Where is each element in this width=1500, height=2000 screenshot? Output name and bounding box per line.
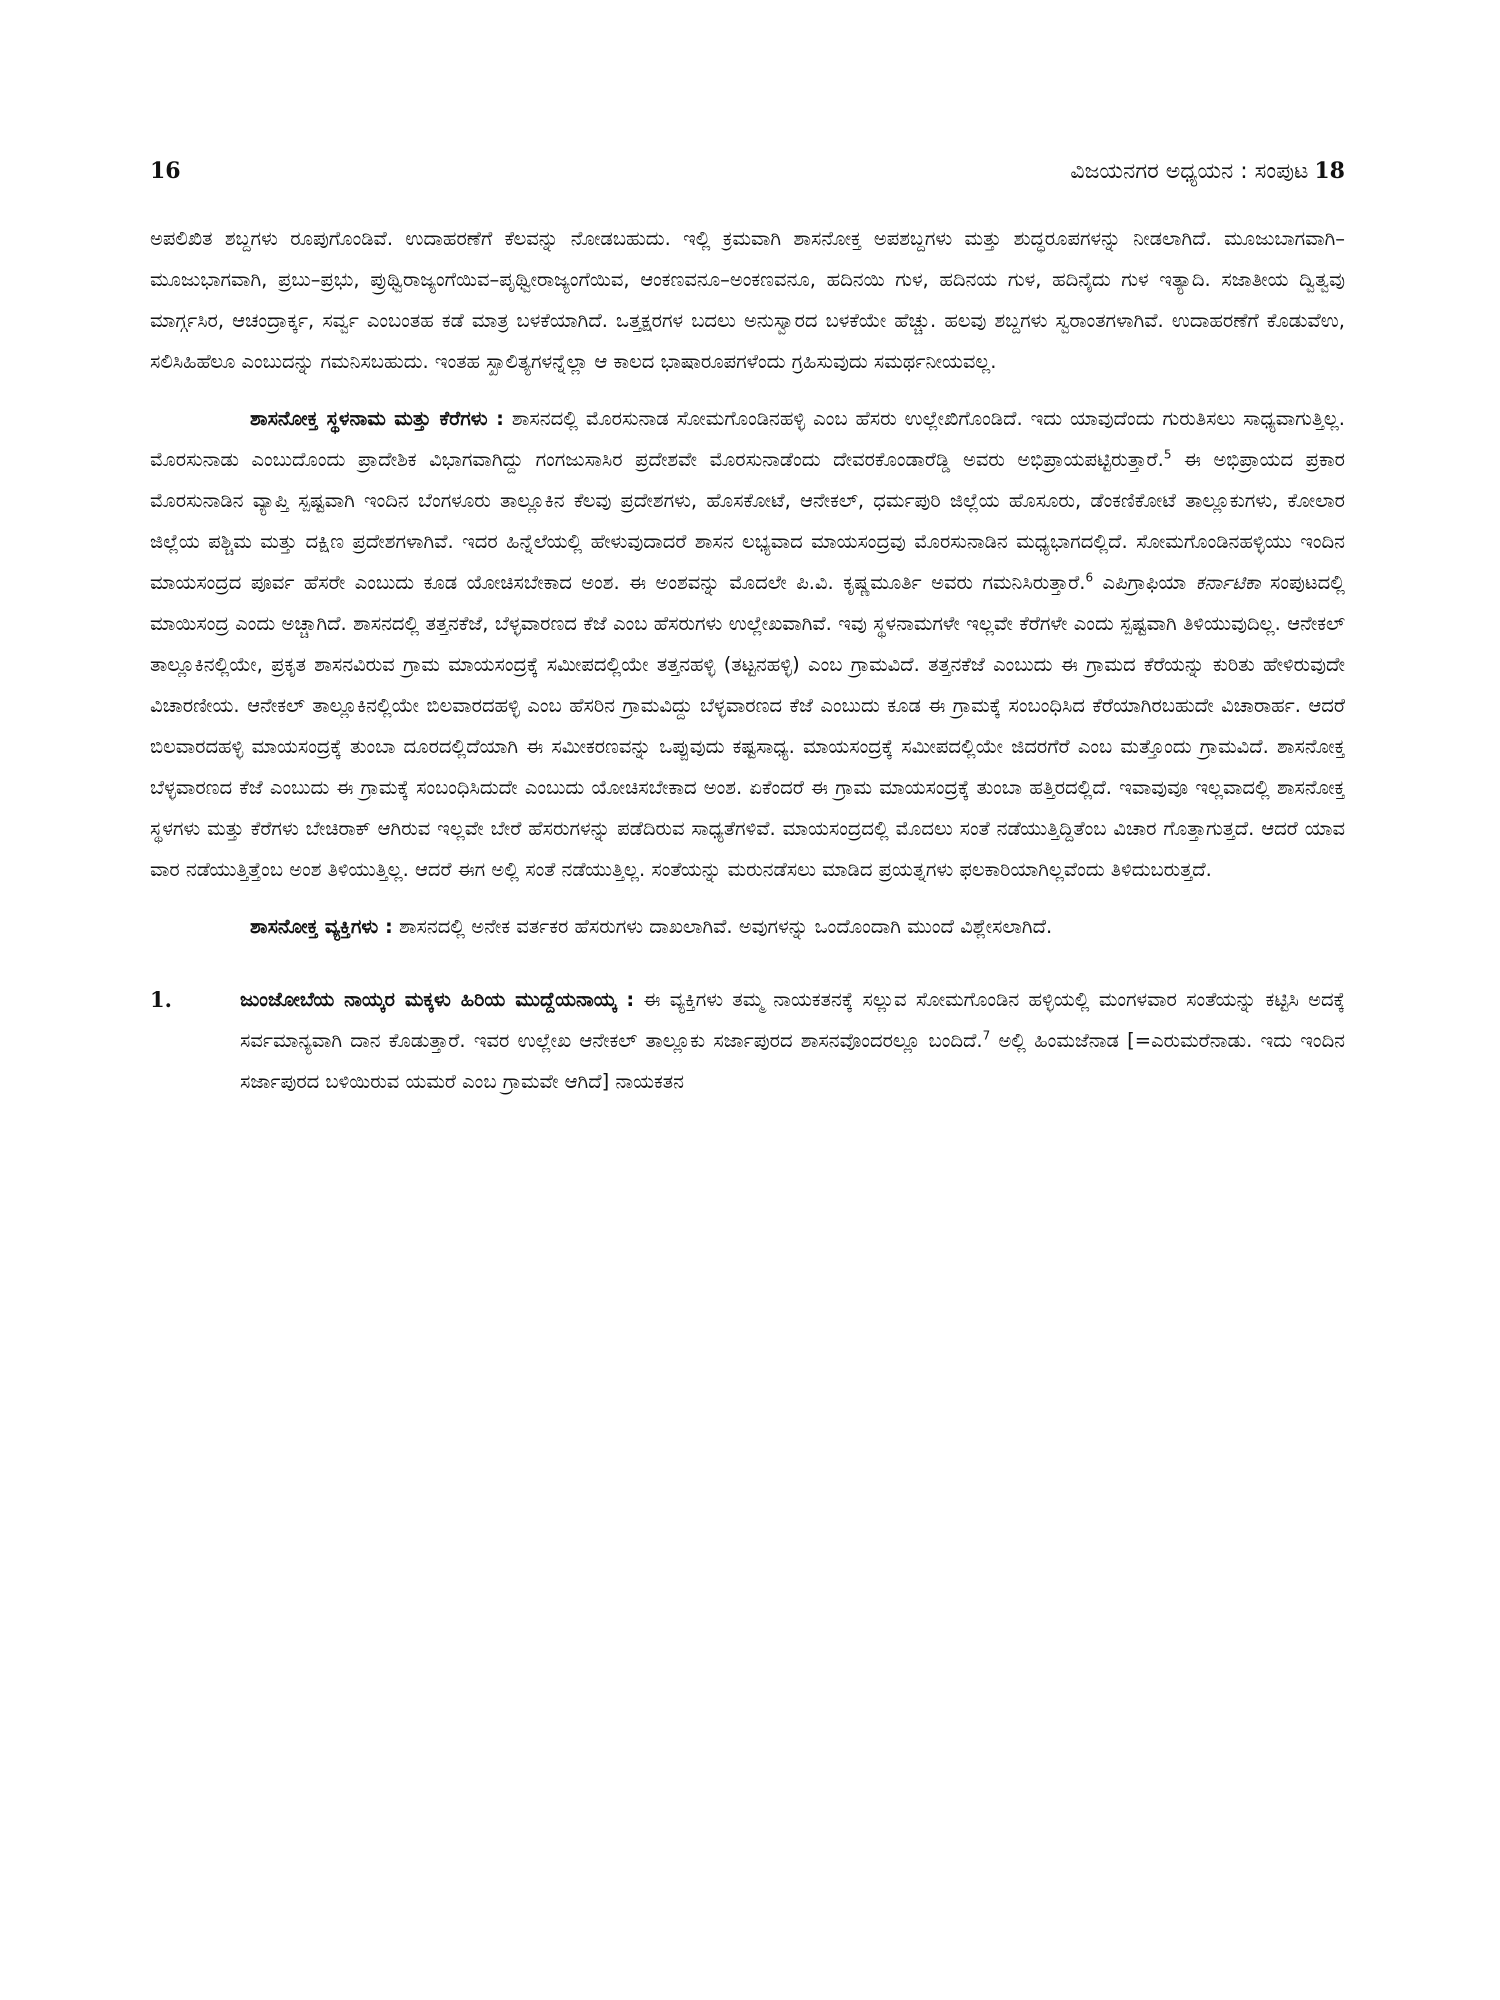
journal-title: [1070, 158, 1345, 184]
list-item-text: ಈ ವ್ಯಕ್ತಿಗಳು ತಮ್ಮ ನಾಯಕತನಕ್ಕೆ ಸಲ್ಲುವ ಸೋಮಗೊಂಡಿನ ಹಳ್ಳಿಯಲ್ಲಿ ಮಂಗಳವಾರ ಸಂತೆಯನ್ನು ಕಟ್ಟಿಸಿ ಅದಕ್ಕೆ ಸರ್ವಮಾನ್ಯವಾಗಿ ದಾನ ಕೊಡುತ್ತಾರೆ. ಇವರ ಉಲ್ಲೇಖ ಆನೇಕಲ್ ತಾಲ್ಲೂಕು ಸರ್ಜಾಪುರದ ಶಾಸನವೊಂದರಲ್ಲೂ ಬಂದಿದೆ.: [240, 988, 1345, 1052]
paragraph-place-names: [150, 398, 1345, 890]
paragraph-text: ಸಂಪುಟದಲ್ಲಿ ಮಾಯಿಸಂದ್ರ ಎಂದು ಅಚ್ಚಾಗಿದೆ. ಶಾಸನದಲ್ಲಿ ತತ್ತನಕೆಜೆ, ಬೆಳ್ಳವಾರಣದ ಕೆಜೆ ಎಂಬ ಹೆಸರುಗಳು ಉಲ್ಲೇಖವಾಗಿವೆ. ಇವು ಸ್ಥಳನಾಮಗಳೇ ಇಲ್ಲವೇ ಕೆರೆಗಳೇ ಎಂದು ಸ್ಪಷ್ಟವಾಗಿ ತಿಳಿಯುವುದಿಲ್ಲ. ಆನೇಕಲ್ ತಾಲ್ಲೂಕಿನಲ್ಲಿಯೇ, ಪ್ರಕೃತ ಶಾಸನವಿರುವ ಗ್ರಾಮ ಮಾಯಸಂದ್ರಕ್ಕೆ ಸಮೀಪದಲ್ಲಿಯೇ ತತ್ತನಹಳ್ಳಿ (ತಟ್ಟನಹಳ್ಳಿ) ಎಂಬ ಗ್ರಾಮವಿದೆ. ತತ್ತನಕೆಜೆ ಎಂಬುದು ಈ ಗ್ರಾಮದ ಕೆರೆಯನ್ನು ಕುರಿತು ಹೇಳಿರುವುದೇ ವಿಚಾರಣೀಯ. ಆನೇಕಲ್ ತಾಲ್ಲೂಕಿನಲ್ಲಿಯೇ ಬಿಲವಾರದಹಳ್ಳಿ ಎಂಬ ಹೆಸರಿನ ಗ್ರಾಮವಿದ್ದು ಬೆಳ್ಳವಾರಣದ ಕೆಜೆ ಎಂಬುದು ಕೂಡ ಈ ಗ್ರಾಮಕ್ಕೆ ಸಂಬಂಧಿಸಿದ ಕೆರೆಯಾಗಿರಬಹುದೇ ವಿಚಾರಾರ್ಹ. ಆದರೆ ಬಿಲವಾರದಹಳ್ಳಿ ಮಾಯಸಂದ್ರಕ್ಕೆ ತುಂಬಾ ದೂರದಲ್ಲಿದೆಯಾಗಿ ಈ ಸಮೀಕರಣವನ್ನು ಒಪ್ಪುವುದು ಕಷ್ಟಸಾಧ್ಯ. ಮಾಯಸಂದ್ರಕ್ಕೆ ಸಮೀಪದಲ್ಲಿಯೇ ಜಿದರಗೆರೆ ಎಂಬ ಮತ್ತೊಂದು ಗ್ರಾಮವಿದೆ. ಶಾಸನೋಕ್ತ ಬೆಳ್ಳವಾರಣದ ಕೆಜೆ ಎಂಬುದು ಈ ಗ್ರಾಮಕ್ಕೆ ಸಂಬಂಧಿಸಿದುದೇ ಎಂಬುದು ಯೋಚಿಸಬೇಕಾದ ಅಂಶ. ಏಕೆಂದರೆ ಈ ಗ್ರಾಮ ಮಾಯಸಂದ್ರಕ್ಕೆ ತುಂಬಾ ಹತ್ತಿರದಲ್ಲಿದೆ. ಇವಾವುವೂ ಇಲ್ಲವಾದಲ್ಲಿ ಶಾಸನೋಕ್ತ ಸ್ಥಳಗಳು ಮತ್ತು ಕೆರೆಗಳು ಬೇಚಿರಾಕ್ ಆಗಿರುವ ಇಲ್ಲವೇ ಬೇರೆ ಹೆಸರುಗಳನ್ನು ಪಡೆದಿರುವ ಸಾಧ್ಯತೆಗಳಿವೆ. ಮಾಯಸಂದ್ರದಲ್ಲಿ ಮೊದಲು ಸಂತೆ ನಡೆಯುತ್ತಿದ್ದಿತೆಂಬ ವಿಚಾರ ಗೊತ್ತಾಗುತ್ತದೆ. ಆದರೆ ಯಾವ ವಾರ ನಡೆಯುತ್ತಿತ್ತೆಂಬ ಅಂಶ ತಿಳಿಯುತ್ತಿಲ್ಲ. ಆದರೆ ಈಗ ಅಲ್ಲಿ ಸಂತೆ ನಡೆಯುತ್ತಿಲ್ಲ. ಸಂತೆಯನ್ನು ಮರುನಡೆಸಲು ಮಾಡಿದ ಪ್ರಯತ್ನಗಳು ಫಲಕಾರಿಯಾಗಿಲ್ಲವೆಂದು ತಿಳಿದುಬರುತ್ತದೆ.: [150, 571, 1346, 881]
paragraph-orthography: ಅಪಲಿಖಿತ ಶಬ್ದಗಳು ರೂಪುಗೊಂಡಿವೆ. ಉದಾಹರಣೆಗೆ ಕೆಲವನ್ನು ನೋಡಬಹುದು. ಇಲ್ಲಿ ಕ್ರಮವಾಗಿ ಶಾಸನೋಕ್ತ ಅಪಶಬ್ದಗಳು ಮತ್ತು ಶುದ್ಧರೂಪಗಳನ್ನು ನೀಡಲಾಗಿದೆ. ಮೂಜುಬಾಗವಾಗಿ–ಮೂಜುಭಾಗವಾಗಿ, ಪ್ರಬು–ಪ್ರಭು, ಪ್ರುಥ್ವಿರಾಜ್ಯಂಗೆಯಿವ–ಪೃಥ್ವೀರಾಜ್ಯಂಗೆಯಿವ, ಆಂಕಣವನೂ–ಅಂಕಣವನೂ, ಹದಿನಯಿ ಗುಳ, ಹದಿನಯ ಗುಳ, ಹದಿನೈದು ಗುಳ ಇತ್ಯಾದಿ. ಸಜಾತೀಯ ದ್ವಿತ್ವವು ಮಾರ್ಗ್ಗಸಿರ, ಆಚಂದ್ರಾರ್ಕ್ಕ, ಸರ್ವ್ವ ಎಂಬಂತಹ ಕಡೆ ಮಾತ್ರ ಬಳಕೆಯಾಗಿದೆ. ಒತ್ತಕ್ಷರಗಳ ಬದಲು ಅನುಸ್ವಾರದ ಬಳಕೆಯೇ ಹೆಚ್ಚು. ಹಲವು ಶಬ್ದಗಳು ಸ್ವರಾಂತಗಳಾಗಿವೆ. ಉದಾಹರಣೆಗೆ ಕೊಡುವೆಉ, ಸಲಿಸಿಹಿಹೆಲೂ ಎಂಬುದನ್ನು ಗಮನಿಸಬಹುದು. ಇಂತಹ ಸ್ಖಾಲಿತ್ಯಗಳನ್ನೆಲ್ಲಾ ಆ ಕಾಲದ ಭಾಷಾರೂಪಗಳೆಂದು ಗ್ರಹಿಸುವುದು ಸಮರ್ಥನೀಯವಲ್ಲ.: [150, 227, 1345, 373]
paragraph-text: ಎಪಿಗ್ರಾಫಿಯಾ: [1093, 571, 1196, 594]
paragraph-text: ಶಾಸನದಲ್ಲಿ ಅನೇಕ ವರ್ತಕರ ಹೆಸರುಗಳು ದಾಖಲಾಗಿವೆ. ಅವುಗಳನ್ನು ಒಂದೊಂದಾಗಿ ಮುಂದೆ ವಿಶ್ಲೇಸಲಾಗಿದೆ.: [392, 915, 1053, 938]
volume-number: 18: [1314, 158, 1345, 184]
list-item-text: ಅಲ್ಲಿ ಹಿಂಮಜೆನಾಡ [=ಎರುಮರೆನಾಡು. ಇದು ಇಂದಿನ ಸರ್ಜಾಪುರದ ಬಳಿಯಿರುವ ಯಮರೆ ಎಂಬ ಗ್ರಾಮವೇ ಆಗಿದೆ] ನಾಯಕತನ: [240, 1029, 1346, 1093]
paragraph-text: ಈ ಅಭಿಪ್ರಾಯದ ಪ್ರಕಾರ ಮೊರಸುನಾಡಿನ ವ್ಯಾಪ್ತಿ ಸ್ಪಷ್ಟವಾಗಿ ಇಂದಿನ ಬೆಂಗಳೂರು ತಾಲ್ಲೂಕಿನ ಕೆಲವು ಪ್ರದೇಶಗಳು, ಹೊಸಕೋಟೆ, ಆನೇಕಲ್, ಧರ್ಮಪುರಿ ಜಿಲ್ಲೆಯ ಹೊಸೂರು, ಡೆಂಕಣಿಕೋಟೆ ತಾಲ್ಲೂಕುಗಳು, ಕೋಲಾರ ಜಿಲ್ಲೆಯ ಪಶ್ಚಿಮ ಮತ್ತು ದಕ್ಷಿಣ ಪ್ರದೇಶಗಳಾಗಿವೆ. ಇದರ ಹಿನ್ನೆಲೆಯಲ್ಲಿ ಹೇಳುವುದಾದರೆ ಶಾಸನ ಲಭ್ಯವಾದ ಮಾಯಸಂದ್ರವು ಮೊರಸುನಾಡಿನ ಮಧ್ಯಭಾಗದಲ್ಲಿದೆ. ಸೋಮಗೊಂಡಿನಹಳ್ಳಿಯು ಇಂದಿನ ಮಾಯಸಂದ್ರದ ಪೂರ್ವ ಹೆಸರೇ ಎಂಬುದು ಕೂಡ ಯೋಚಿಸಬೇಕಾದ ಅಂಶ. ಈ ಅಂಶವನ್ನು ಮೊದಲೇ ಪಿ.ವಿ. ಕೃಷ್ಣಮೂರ್ತಿ ಅವರು ಗಮನಿಸಿರುತ್ತಾರೆ.: [150, 448, 1346, 594]
italic-title: ಕರ್ನಾಟಿಕಾ: [1195, 571, 1261, 594]
document-page: [150, 158, 1345, 1102]
list-item-number: 1.: [150, 987, 172, 1012]
list-item-body: [240, 979, 1345, 1102]
list-item: [150, 979, 1345, 1102]
footnote-ref-5: 5: [1163, 447, 1172, 462]
footnote-ref-7: 7: [982, 1028, 991, 1043]
section-heading-persons: ಶಾಸನೋಕ್ತ ವ್ಯಕ್ತಿಗಳು :: [250, 915, 393, 938]
section-heading-place-names: ಶಾಸನೋಕ್ತ ಸ್ಥಳನಾಮ ಮತ್ತು ಕೆರೆಗಳು :: [250, 407, 504, 430]
list-item-heading: ಜುಂಜೋಬೆಯ ನಾಯ್ಕರ ಮಕ್ಕಳು ಹಿರಿಯ ಮುದ್ದೆಯನಾಯ್ಕ :: [240, 988, 635, 1011]
paragraph-text: ಶಾಸನದಲ್ಲಿ ಮೊರಸುನಾಡ ಸೋಮಗೊಂಡಿನಹಳ್ಳಿ ಎಂಬ ಹೆಸರು ಉಲ್ಲೇಖಿಗೊಂಡಿದೆ. ಇದು ಯಾವುದೆಂದು ಗುರುತಿಸಲು ಸಾಧ್ಯವಾಗುತ್ತಿಲ್ಲ. ಮೊರಸುನಾಡು ಎಂಬುದೊಂದು ಪ್ರಾದೇಶಿಕ ವಿಭಾಗವಾಗಿದ್ದು ಗಂಗಜುಸಾಸಿರ ಪ್ರದೇಶವೇ ಮೊರಸುನಾಡೆಂದು ದೇವರಕೊಂಡಾರೆಡ್ಡಿ ಅವರು ಅಭಿಪ್ರಾಯಪಟ್ಟಿರುತ್ತಾರೆ.: [150, 407, 1346, 471]
journal-title-text: ವಿಜಯನಗರ ಅಧ್ಯಯನ : ಸಂಪುಟ: [1070, 159, 1309, 184]
page-number: 16: [150, 158, 181, 184]
running-head: [150, 158, 1345, 184]
paragraph-persons: [150, 906, 1345, 947]
footnote-ref-6: 6: [1085, 570, 1094, 585]
